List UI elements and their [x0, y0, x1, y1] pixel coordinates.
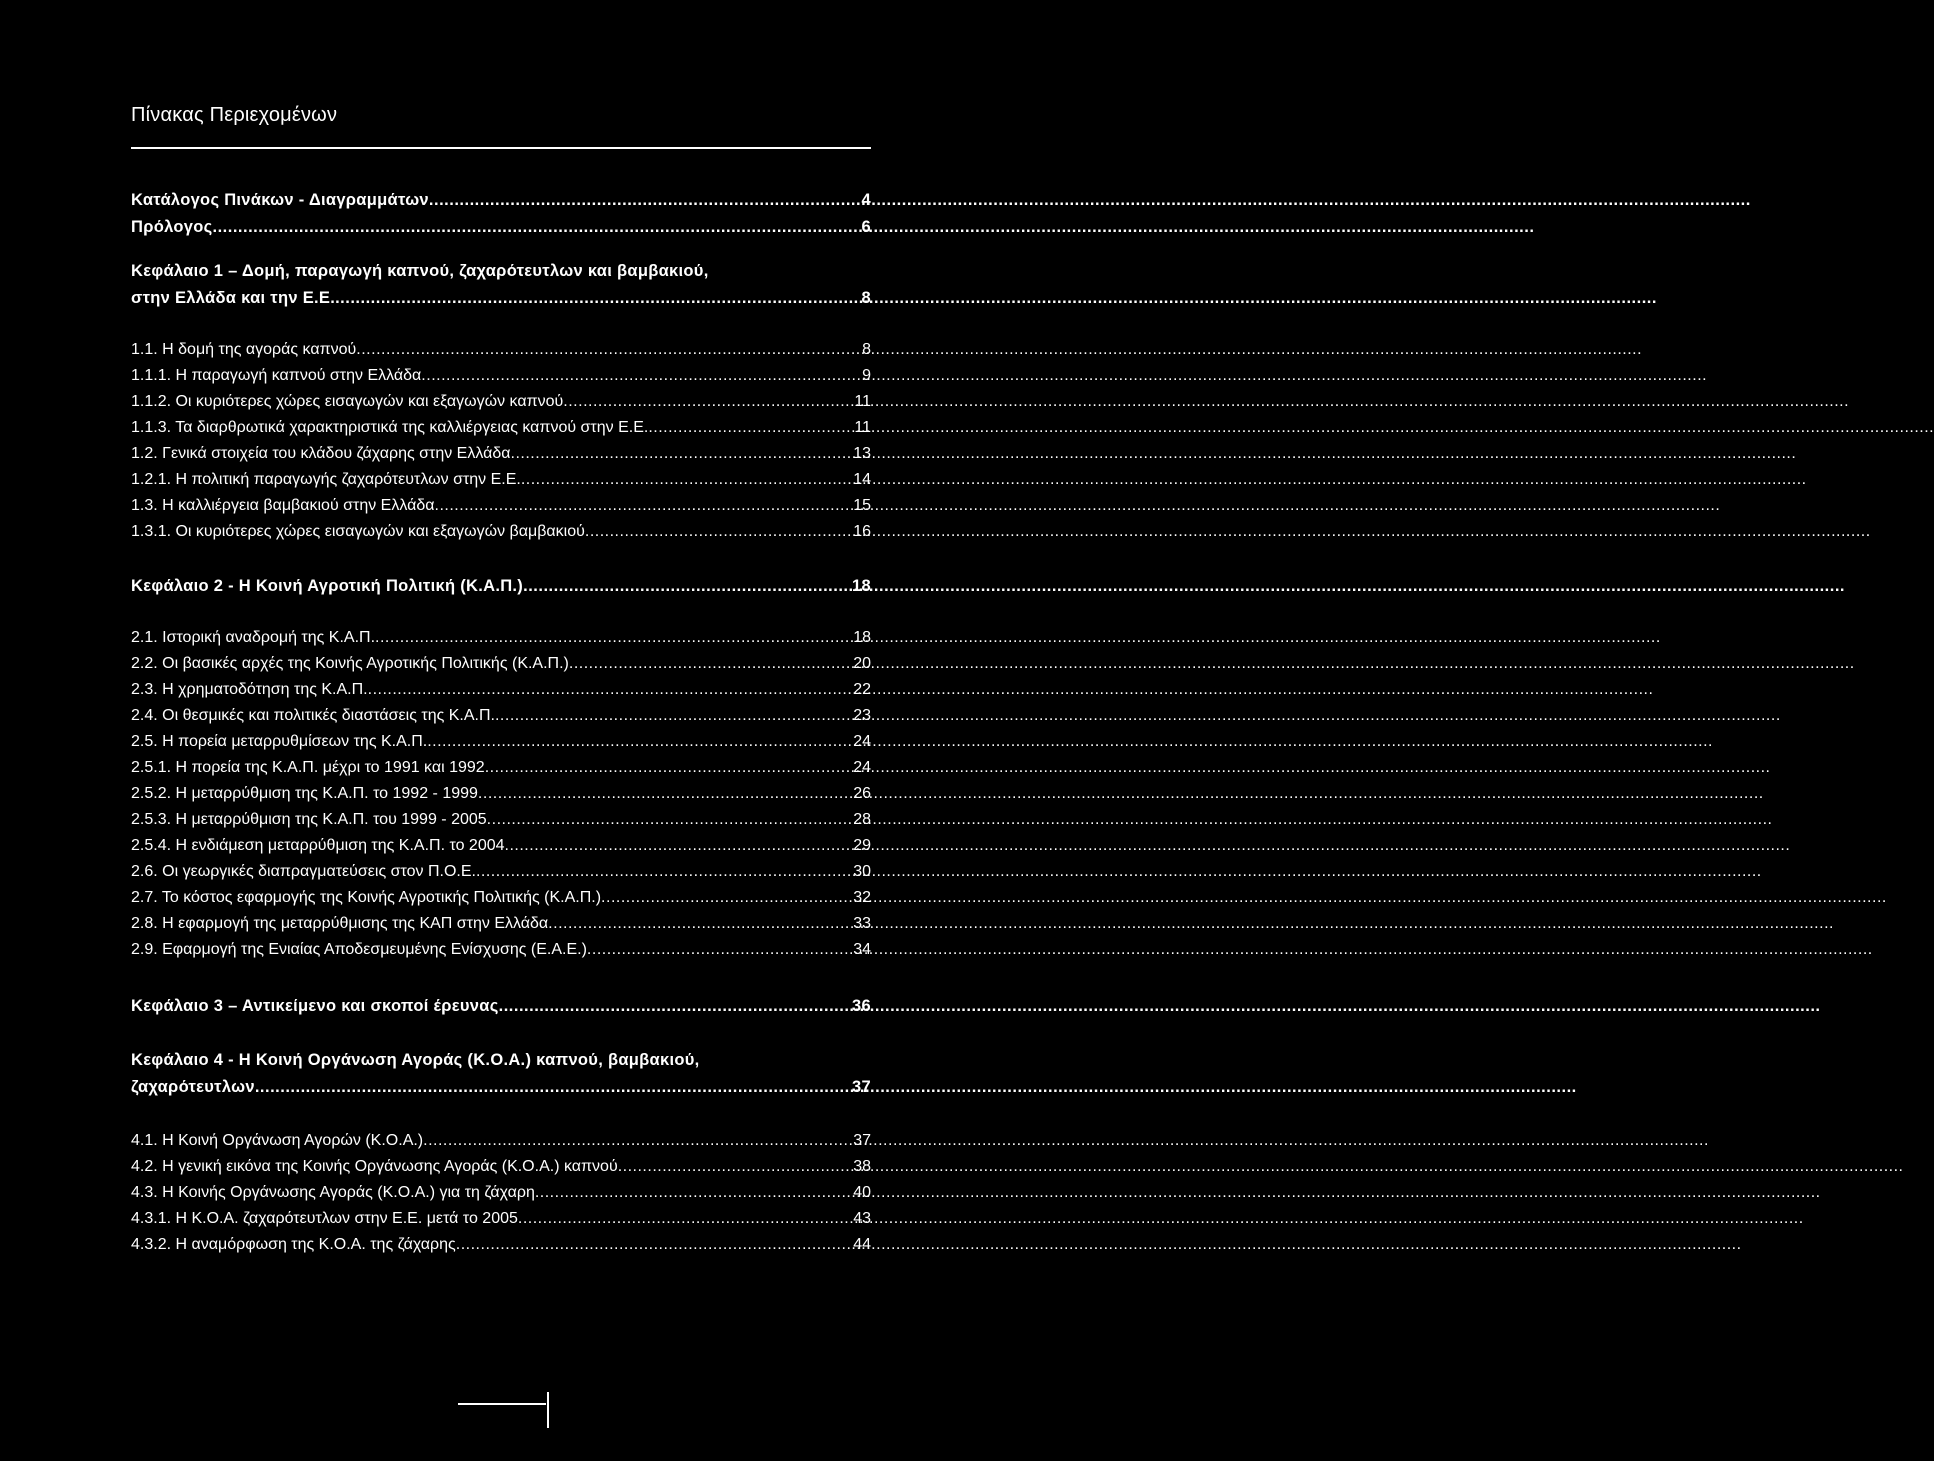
toc-entry-page: 4: [861, 191, 871, 209]
toc-leader-dots: [499, 995, 851, 1017]
toc-leader-dots: [585, 521, 852, 543]
toc-leader-dots: [335, 287, 860, 309]
toc-entry-page: 24: [853, 759, 871, 776]
toc-entry[interactable]: [131, 887, 871, 909]
toc-entry[interactable]: [131, 1208, 871, 1230]
toc-entry-label: 2.8. Η εφαρμογή της μεταρρύθμισης της ΚΑΠ στην Ελλάδα: [131, 915, 549, 932]
toc-leader-dots: [487, 809, 853, 831]
toc-entry-page: 32: [853, 889, 871, 906]
toc-entry-label: 1.2.1. Η πολιτική παραγωγής ζαχαρότευτλων στην Ε.Ε.: [131, 471, 521, 488]
toc-entry-label: 1.2. Γενικά στοιχεία του κλάδου ζάχαρης στην Ελλάδα: [131, 445, 511, 462]
toc-heading: Πίνακας Περιεχομένων: [131, 104, 338, 126]
toc-leader-dots: [569, 653, 852, 675]
toc-entry-page: 20: [853, 655, 871, 672]
toc-entry[interactable]: [131, 417, 871, 439]
toc-leader-dots: [485, 757, 853, 779]
toc-entry-page: 37: [853, 1132, 871, 1149]
toc-entry-label: 2.7. Το κόστος εφαρμογής της Κοινής Αγροτικής Πολιτικής (Κ.Α.Π.): [131, 889, 602, 906]
page-end-mark-horizontal: [458, 1403, 546, 1405]
toc-entry-page: 40: [853, 1184, 871, 1201]
toc-entry-page: 33: [853, 915, 871, 932]
toc-entry-page: 11: [854, 419, 871, 436]
toc-entry-page: 9: [862, 367, 871, 384]
toc-entry-label: 2.6. Οι γεωργικές διαπραγματεύσεις στον Π.Ο.Ε.: [131, 863, 476, 880]
toc-leader-dots: [618, 1156, 853, 1178]
toc-entry-label: 4.3. Η Κοινής Οργάνωσης Αγοράς (Κ.Ο.Α.) για τη ζάχαρη: [131, 1184, 535, 1201]
toc-entry-page: 18: [853, 629, 871, 646]
toc-entry[interactable]: [131, 216, 871, 238]
toc-entry[interactable]: [131, 1130, 871, 1152]
toc-entry[interactable]: [131, 287, 871, 309]
toc-entry-page: 11: [854, 393, 871, 410]
toc-entry[interactable]: [131, 365, 871, 387]
toc-leader-dots: [476, 861, 852, 883]
toc-leader-dots: [535, 1182, 852, 1204]
toc-entry-label: 2.4. Οι θεσμικές και πολιτικές διαστάσεις της Κ.Α.Π.: [131, 707, 495, 724]
toc-entry-page: 36: [852, 997, 871, 1015]
toc-entry-label: 1.1.1. Η παραγωγή καπνού στην Ελλάδα: [131, 367, 422, 384]
toc-entry-label: 2.3. Η χρηματοδότηση της Κ.Α.Π.: [131, 681, 368, 698]
toc-entry-label: 2.1. Ιστορική αναδρομή της Κ.Α.Π.: [131, 629, 376, 646]
toc-entry[interactable]: [131, 835, 871, 857]
heading-rule: [131, 147, 871, 149]
toc-entry-label: 4.1. Η Κοινή Οργάνωση Αγορών (Κ.Ο.Α.): [131, 1132, 424, 1149]
toc-entry[interactable]: [131, 809, 871, 831]
toc-leader-dots: [456, 1234, 852, 1256]
toc-entry-page: 15: [853, 497, 871, 514]
toc-entry[interactable]: [131, 653, 871, 675]
toc-entry-label: 2.5.4. Η ενδιάμεση μεταρρύθμιση της Κ.Α.Π. το 2004: [131, 837, 505, 854]
table-of-contents: [131, 189, 871, 1256]
toc-entry-label: 4.3.2. Η αναμόρφωση της Κ.Ο.Α. της ζάχαρης: [131, 1236, 456, 1253]
toc-leader-dots: [523, 575, 851, 597]
toc-entry[interactable]: [131, 391, 871, 413]
toc-entry-label: 2.9. Εφαρμογή της Ενιαίας Αποδεσμευμένης Ενίσχυσης (Ε.Α.Ε.): [131, 941, 587, 958]
toc-leader-dots: [356, 339, 861, 361]
toc-leader-dots: [521, 469, 852, 491]
toc-entry-first-line: Κεφάλαιο 4 - Η Κοινή Οργάνωση Αγοράς (Κ.Ο.Α.) καπνού, βαμβακιού,: [131, 1051, 700, 1069]
toc-leader-dots: [601, 887, 852, 909]
toc-entry[interactable]: [131, 1234, 871, 1256]
toc-leader-dots: [505, 835, 853, 857]
toc-leader-dots: [213, 216, 861, 238]
toc-leader-dots: [423, 1130, 852, 1152]
toc-leader-dots: [375, 627, 852, 649]
toc-entry[interactable]: [131, 495, 871, 517]
toc-entry[interactable]: [131, 443, 871, 465]
toc-entry-page: 13: [853, 445, 871, 462]
toc-entry-page: 38: [853, 1158, 871, 1175]
toc-entry-page: 24: [853, 733, 871, 750]
toc-entry-page: 23: [853, 707, 871, 724]
toc-leader-dots: [429, 189, 861, 211]
toc-entry[interactable]: [131, 521, 871, 543]
page-end-mark-vertical: [547, 1392, 549, 1428]
toc-entry[interactable]: [131, 575, 871, 597]
toc-leader-dots: [255, 1076, 851, 1098]
toc-leader-dots: [648, 417, 853, 439]
toc-entry-label: ζαχαρότευτλων: [131, 1078, 255, 1096]
toc-leader-dots: [563, 391, 853, 413]
toc-leader-dots: [518, 1208, 852, 1230]
toc-entry-page: 8: [862, 341, 871, 358]
toc-entry[interactable]: [131, 783, 871, 805]
toc-entry-page: 30: [853, 863, 871, 880]
toc-entry[interactable]: [131, 627, 871, 649]
toc-entry-page: 16: [853, 523, 871, 540]
toc-entry-page: 26: [853, 785, 871, 802]
toc-entry[interactable]: [131, 1182, 871, 1204]
toc-entry-label: Κατάλογος Πινάκων - Διαγραμμάτων: [131, 191, 429, 209]
toc-entry-label: 4.3.1. Η Κ.Ο.Α. ζαχαρότευτλων στην Ε.Ε. μετά το 2005: [131, 1210, 518, 1227]
toc-entry-first-line: Κεφάλαιο 1 – Δομή, παραγωγή καπνού, ζαχαρότευτλων και βαμβακιού,: [131, 262, 709, 280]
toc-entry-page: 44: [853, 1236, 871, 1253]
toc-entry-label: 2.5. Η πορεία μεταρρυθμίσεων της Κ.Α.Π.: [131, 733, 428, 750]
toc-entry[interactable]: [131, 189, 871, 211]
toc-entry[interactable]: [131, 731, 871, 753]
toc-entry-label: Κεφάλαιο 3 – Αντικείμενο και σκοποί έρευνας: [131, 997, 499, 1015]
toc-entry-label: 1.3. Η καλλιέργεια βαμβακιού στην Ελλάδα: [131, 497, 435, 514]
toc-entry[interactable]: [131, 861, 871, 883]
toc-entry-label: 2.5.1. Η πορεία της Κ.Α.Π. μέχρι το 1991 και 1992: [131, 759, 485, 776]
toc-entry-page: 14: [853, 471, 871, 488]
toc-leader-dots: [435, 495, 853, 517]
toc-leader-dots: [495, 705, 852, 727]
toc-leader-dots: [548, 913, 852, 935]
toc-leader-dots: [478, 783, 852, 805]
toc-entry[interactable]: [131, 339, 871, 361]
toc-entry-page: 6: [861, 218, 871, 236]
toc-entry-page: 37: [852, 1078, 871, 1096]
toc-entry[interactable]: [131, 939, 871, 961]
toc-entry-label: 1.3.1. Οι κυριότερες χώρες εισαγωγών και εξαγωγών βαμβακιού: [131, 523, 585, 540]
toc-leader-dots: [427, 731, 852, 753]
toc-entry-label: Κεφάλαιο 2 - Η Κοινή Αγροτική Πολιτική (Κ.Α.Π.): [131, 577, 524, 595]
toc-entry[interactable]: [131, 469, 871, 491]
toc-entry-page: 29: [853, 837, 871, 854]
toc-entry-label: 1.1.2. Οι κυριότερες χώρες εισαγωγών και εξαγωγών καπνού: [131, 393, 564, 410]
toc-leader-dots: [511, 443, 853, 465]
toc-entry[interactable]: [131, 705, 871, 727]
toc-leader-dots: [421, 365, 861, 387]
toc-entry-label: στην Ελλάδα και την Ε.Ε.: [131, 289, 336, 307]
toc-entry-page: 28: [853, 811, 871, 828]
toc-entry-page: 8: [861, 289, 871, 307]
toc-entry[interactable]: [131, 1156, 871, 1178]
toc-entry-label: Πρόλογος: [131, 218, 213, 236]
toc-leader-dots: [368, 679, 853, 701]
toc-entry-label: 4.2. Η γενική εικόνα της Κοινής Οργάνωσης Αγοράς (Κ.Ο.Α.) καπνού: [131, 1158, 618, 1175]
toc-entry[interactable]: [131, 995, 871, 1017]
toc-entry-page: 22: [853, 681, 871, 698]
toc-entry-label: 1.1.3. Τα διαρθρωτικά χαρακτηριστικά της καλλιέργειας καπνού στην Ε.Ε.: [131, 419, 649, 436]
toc-entry-page: 34: [853, 941, 871, 958]
toc-entry[interactable]: [131, 679, 871, 701]
toc-entry[interactable]: [131, 913, 871, 935]
toc-entry-label: 2.5.2. Η μεταρρύθμιση της Κ.Α.Π. το 1992 - 1999: [131, 785, 478, 802]
toc-leader-dots: [587, 939, 852, 961]
toc-entry[interactable]: [131, 757, 871, 779]
toc-entry-label: 2.5.3. Η μεταρρύθμιση της Κ.Α.Π. του 1999 - 2005: [131, 811, 487, 828]
toc-entry-page: 18: [852, 577, 871, 595]
toc-entry[interactable]: [131, 1076, 871, 1098]
toc-entry-label: 2.2. Οι βασικές αρχές της Κοινής Αγροτικής Πολιτικής (Κ.Α.Π.): [131, 655, 569, 672]
toc-entry-label: 1.1. Η δομή της αγοράς καπνού: [131, 341, 357, 358]
toc-entry-page: 43: [853, 1210, 871, 1227]
